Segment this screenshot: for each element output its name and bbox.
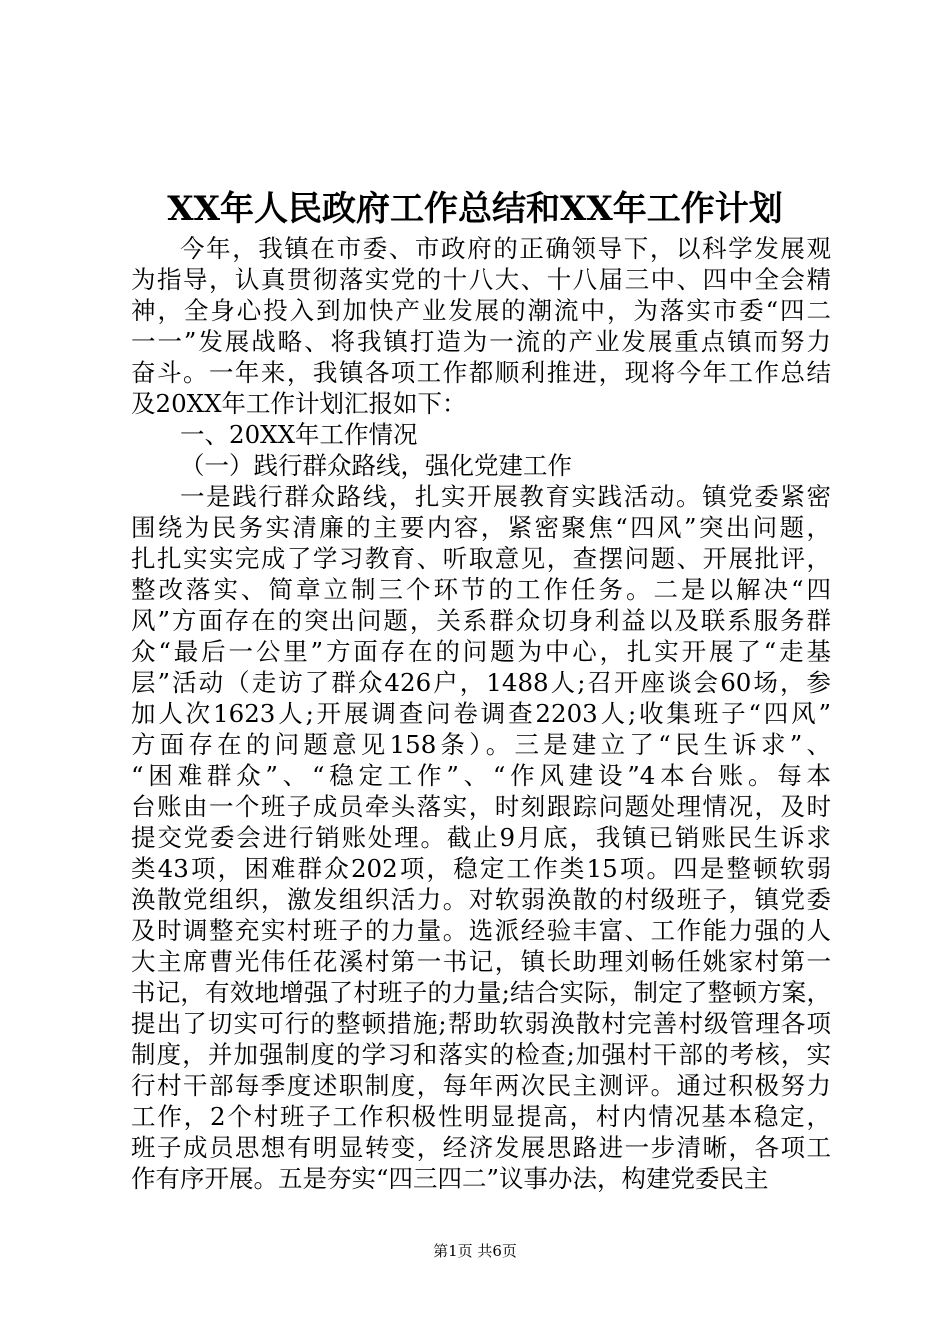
paragraph-line: 作有序开展。五是夯实“四三四二”议事办法，构建党委民主	[131, 1164, 769, 1193]
paragraph-line: 奋斗。一年来，我镇各项工作都顺利推进，现将今年工作总结	[131, 358, 831, 387]
paragraph	[131, 481, 831, 1194]
paragraph-line: 一是践行群众路线，扎实开展教育实践活动。镇党委紧密	[180, 482, 831, 511]
paragraph-line: 加人次1623人;开展调查问卷调查2203人;收集班子“四风”	[131, 699, 831, 728]
paragraph-line: 台账由一个班子成员牵头落实，时刻跟踪问题处理情况，及时	[131, 792, 831, 821]
paragraph-line: 神，全身心投入到加快产业发展的潮流中，为落实市委“四二	[131, 296, 831, 325]
paragraph-line: 及20XX年工作计划汇报如下：	[131, 389, 467, 418]
paragraph-line: 一一”发展战略、将我镇打造为一流的产业发展重点镇而努力	[131, 327, 831, 356]
paragraph-line: 类43项，困难群众202项，稳定工作类15项。四是整顿软弱	[131, 854, 831, 883]
paragraph-line: （一）践行群众路线，强化党建工作	[180, 451, 572, 480]
document-body	[131, 233, 831, 1194]
paragraph-line: 方面存在的问题意见158条）。三是建立了“民生诉求”、	[131, 730, 831, 759]
paragraph-line: 为指导，认真贯彻落实党的十八大、十八届三中、四中全会精	[131, 265, 831, 294]
paragraph-line: “困难群众”、“稳定工作”、“作风建设”4本台账。每本	[131, 761, 831, 790]
paragraph	[131, 233, 831, 419]
paragraph	[131, 450, 831, 481]
paragraph-line: 围绕为民务实清廉的主要内容，紧密聚焦“四风”突出问题，	[131, 513, 831, 542]
paragraph-line: 班子成员思想有明显转变，经济发展思路进一步清晰，各项工	[131, 1133, 831, 1162]
paragraph-line: 今年，我镇在市委、市政府的正确领导下，以科学发展观	[180, 234, 831, 263]
paragraph-line: 大主席曹光伟任花溪村第一书记，镇长助理刘畅任姚家村第一	[131, 947, 831, 976]
paragraph-line: 及时调整充实村班子的力量。选派经验丰富、工作能力强的人	[131, 916, 831, 945]
paragraph-line: 提出了切实可行的整顿措施;帮助软弱涣散村完善村级管理各项	[131, 1009, 831, 1038]
paragraph-line: 众“最后一公里”方面存在的问题为中心，扎实开展了“走基	[131, 637, 831, 666]
paragraph-line: 制度，并加强制度的学习和落实的检查;加强村干部的考核，实	[131, 1040, 831, 1069]
paragraph-line: 风”方面存在的突出问题，关系群众切身利益以及联系服务群	[131, 606, 831, 635]
paragraph-line: 书记，有效地增强了村班子的力量;结合实际，制定了整顿方案，	[131, 978, 831, 1007]
paragraph-line: 行村干部每季度述职制度，每年两次民主测评。通过积极努力	[131, 1071, 831, 1100]
paragraph-line: 工作，2个村班子工作积极性明显提高，村内情况基本稳定，	[131, 1102, 831, 1131]
paragraph-line: 涣散党组织，激发组织活力。对软弱涣散的村级班子，镇党委	[131, 885, 831, 914]
paragraph-line: 层”活动（走访了群众426户，1488人;召开座谈会60场，参	[131, 668, 831, 697]
paragraph-line: 提交党委会进行销账处理。截止9月底，我镇已销账民生诉求	[131, 823, 831, 852]
paragraph-line: 扎扎实实完成了学习教育、听取意见，查摆问题、开展批评，	[131, 544, 831, 573]
document-title: XX年人民政府工作总结和XX年工作计划	[167, 189, 783, 229]
paragraph	[131, 419, 831, 450]
page-footer: 第1页 共6页	[433, 1242, 517, 1260]
paragraph-line: 整改落实、简章立制三个环节的工作任务。二是以解决“四	[131, 575, 831, 604]
paragraph-line: 一、20XX年工作情况	[180, 420, 418, 449]
